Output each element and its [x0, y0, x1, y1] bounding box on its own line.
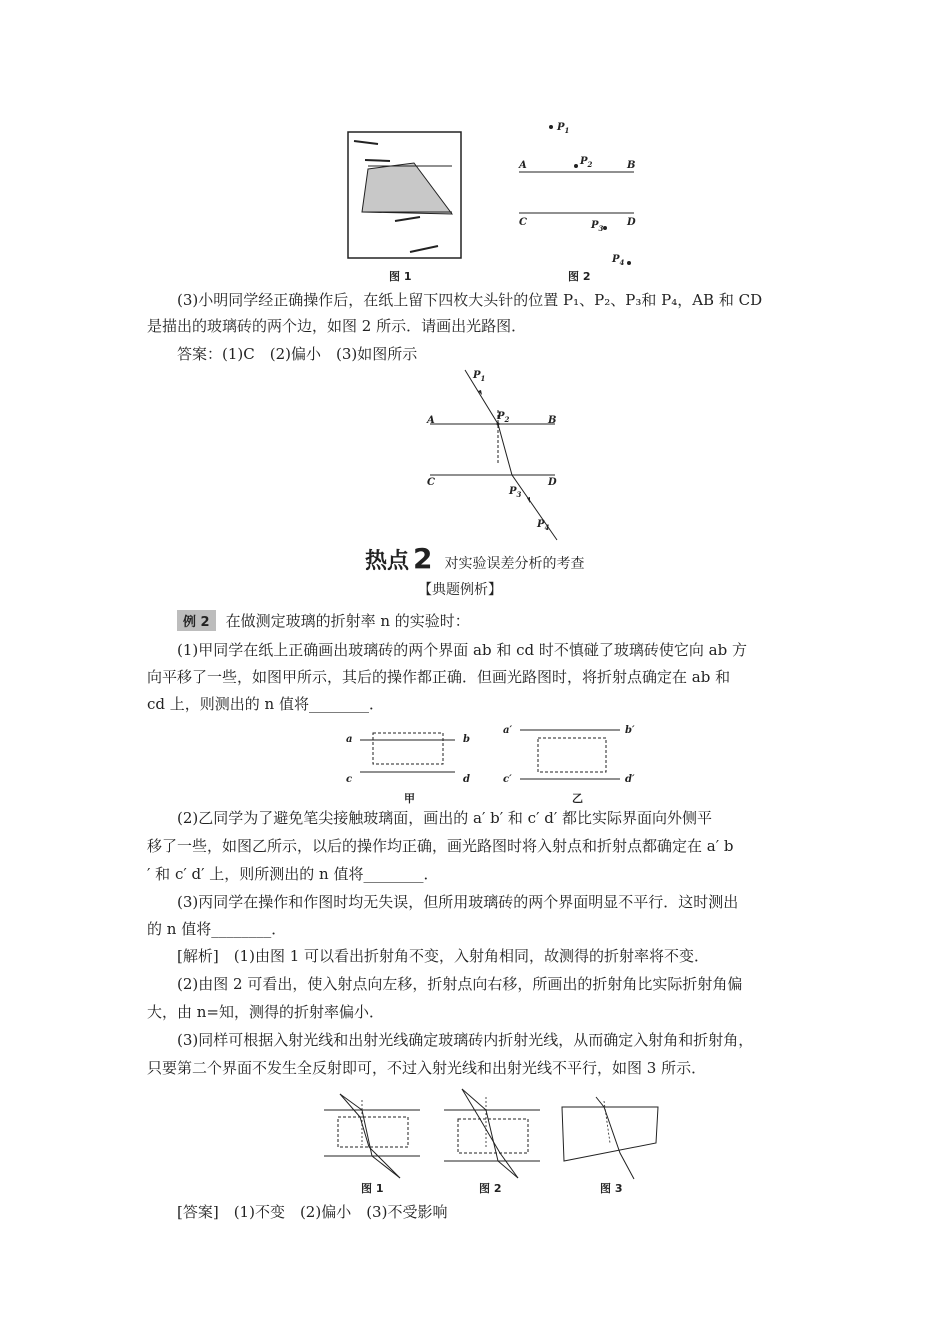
fig2-label-d: D	[627, 217, 636, 228]
example-badge: 例 2	[177, 610, 216, 631]
analysis-line-2: (2)由图 2 可看出，使入射点向左移，折射点向右移，所画出的折射角比实际折射角偏	[177, 975, 743, 993]
jia-label-a: a	[346, 734, 353, 745]
fig2-label-p3: $P_3$	[591, 220, 604, 233]
figure-1-board	[340, 128, 470, 263]
ans-label-d: D	[548, 477, 557, 488]
ex-p3-line-1: (3)丙同学在操作和作图时均无失误，但所用玻璃砖的两个界面明显不平行．这时测出	[177, 893, 739, 911]
analysis-line-4: (3)同样可根据入射光线和出射光线确定玻璃砖内折射光线，从而确定入射角和折射角，	[177, 1031, 754, 1049]
answer-light-path-figure	[420, 365, 570, 545]
fig2-caption: 图 2	[568, 270, 591, 283]
ans-label-p3: $P_3$	[509, 486, 522, 499]
q3-line-1: (3)小明同学经正确操作后，在纸上留下四枚大头针的位置 P₁、P₂、P₃和 P₄，AB 和 CD	[177, 291, 763, 309]
ex-p1-line-3: cd 上，则测出的 n 值将________．	[147, 695, 384, 713]
bottom-fig2-caption: 图 2	[479, 1182, 502, 1195]
example-row	[177, 610, 470, 631]
bottom-figure-2	[440, 1085, 545, 1180]
yi-label-a: a′	[503, 725, 513, 736]
ex-p1-line-1: (1)甲同学在纸上正确画出玻璃砖的两个界面 ab 和 cd 时不慎碰了玻璃砖使它向 ab 方	[177, 641, 747, 659]
figure-yi	[515, 722, 630, 787]
bottom-figure-1	[320, 1090, 425, 1180]
fig2-label-c: C	[519, 217, 527, 228]
hotspot-prefix: 热点	[365, 549, 410, 574]
ex-p2-line-2: 移了一些，如图乙所示，以后的操作均正确，画光路图时将入射点和折射点都确定在 a′ b	[147, 837, 734, 855]
figure-jia	[355, 728, 470, 788]
hotspot-number: 2	[413, 542, 433, 575]
fig1-caption: 图 1	[389, 270, 412, 283]
hotspot-heading	[365, 542, 585, 575]
yi-label-d: d′	[625, 774, 635, 785]
fig2-label-b: B	[627, 160, 636, 171]
jia-label-d: d	[463, 774, 470, 785]
figure-2-pins	[515, 118, 645, 273]
bottom-fig1-caption: 图 1	[361, 1182, 384, 1195]
analysis-line-3: 大，由 n=知，测得的折射率偏小．	[147, 1003, 384, 1021]
ex-p2-line-1: (2)乙同学为了避免笔尖接触玻璃面，画出的 a′ b′ 和 c′ d′ 都比实际界面向外侧平	[177, 809, 713, 827]
ex-p3-line-2: 的 n 值将________．	[147, 920, 287, 938]
fig2-label-p4: $P_4$	[612, 254, 625, 267]
fig2-label-p2: $P_2$	[580, 156, 593, 169]
fig2-label-a: A	[519, 160, 527, 171]
bottom-figure-3	[558, 1095, 663, 1180]
ex-p2-line-3: ′ 和 c′ d′ 上，则所测出的 n 值将________．	[147, 865, 439, 883]
yi-label-c: c′	[503, 774, 512, 785]
example-intro: 在做测定玻璃的折射率 n 的实验时：	[225, 611, 470, 630]
jia-label-b: b	[463, 734, 470, 745]
yi-caption: 乙	[572, 792, 583, 805]
ex-p1-line-2: 向平移了一些，如图甲所示，其后的操作都正确．但画光路图时，将折射点确定在 ab 和	[147, 668, 731, 686]
ans-label-b: B	[548, 415, 557, 426]
jia-caption: 甲	[404, 792, 415, 805]
ans-label-a: A	[427, 415, 435, 426]
fig2-label-p1: $P_1$	[557, 122, 570, 135]
jia-label-c: c	[346, 774, 353, 785]
ans-label-p2: $P_2$	[497, 411, 510, 424]
analysis-line-5: 只要第二个界面不发生全反射即可，不过入射光线和出射光线不平行，如图 3 所示．	[147, 1059, 707, 1077]
ans-label-c: C	[427, 477, 435, 488]
yi-label-b: b′	[625, 725, 635, 736]
bottom-fig3-caption: 图 3	[600, 1182, 623, 1195]
hotspot-title: 对实验误差分析的考查	[444, 556, 585, 572]
ans-label-p4: $P_4$	[537, 519, 550, 532]
final-answer: [答案] (1)不变 (2)偏小 (3)不受影响	[177, 1203, 448, 1221]
analysis-line-1: [解析] (1)由图 1 可以看出折射角不变，入射角相同，故测得的折射率将不变．	[177, 947, 710, 965]
hotspot-subtitle: 【典题例析】	[418, 582, 502, 598]
q3-line-2: 是描出的玻璃砖的两个边，如图 2 所示．请画出光路图．	[147, 317, 527, 335]
ans-label-p1: $P_1$	[473, 370, 486, 383]
answer-1: 答案：(1)C (2)偏小 (3)如图所示	[177, 345, 418, 363]
